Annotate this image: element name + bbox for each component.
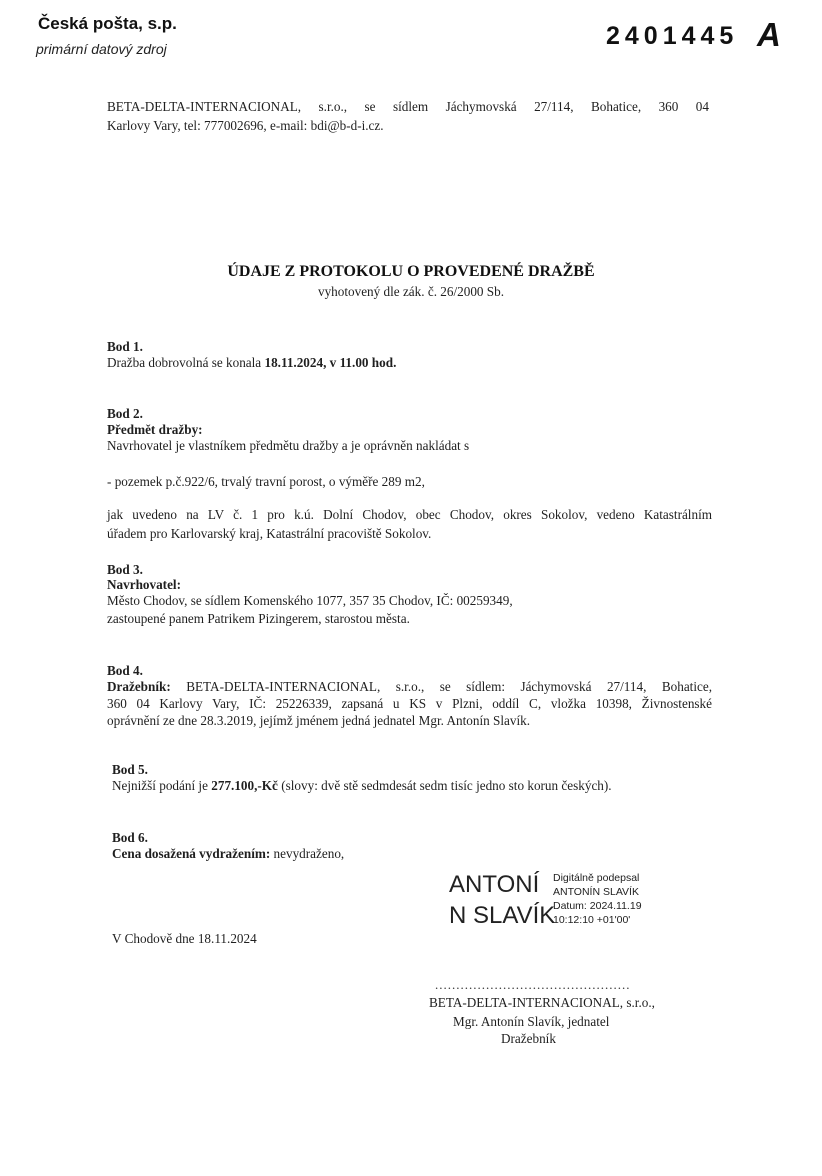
sender-source: primární datový zdroj bbox=[36, 41, 167, 57]
bod5-heading: Bod 5. bbox=[112, 762, 148, 777]
bod6-value: nevydraženo, bbox=[270, 846, 345, 861]
digital-signature-info bbox=[553, 871, 642, 927]
bod1-text-prefix: Dražba dobrovolná se konala bbox=[107, 355, 265, 370]
bod4-label: Dražebník: bbox=[107, 679, 171, 694]
bod4-line1-rest: BETA-DELTA-INTERNACIONAL, s.r.o., se sídlem: Jáchymovská 27/114, Bohatice, bbox=[186, 679, 712, 694]
bod5-text-suffix: (slovy: dvě stě sedmdesát sedm tisíc jedno sto korun českých). bbox=[277, 778, 612, 793]
document-subtitle: vyhotovený dle zák. č. 26/2000 Sb. bbox=[317, 284, 505, 299]
letterhead-line2: Karlovy Vary, tel: 777002696, e-mail: bdi@b-d-i.cz. bbox=[107, 118, 384, 133]
bod2-line2: jak uvedeno na LV č. 1 pro k.ú. Dolní Chodov, obec Chodov, okres Sokolov, vedeno Katastrálním bbox=[107, 507, 712, 522]
bod3-line1: Město Chodov, se sídlem Komenského 1077, 357 35 Chodov, IČ: 00259349, bbox=[107, 593, 513, 608]
signature-info-line3: Datum: 2024.11.19 bbox=[553, 900, 642, 912]
digital-signature-name bbox=[449, 869, 555, 931]
bod5-text-prefix: Nejnižší podání je bbox=[112, 778, 212, 793]
bod6-heading: Bod 6. bbox=[112, 830, 148, 845]
signature-name-line1: ANTONÍ bbox=[449, 871, 540, 898]
bod2-heading: Bod 2. bbox=[107, 406, 143, 421]
bod3-line2: zastoupené panem Patrikem Pizingerem, starostou města. bbox=[107, 611, 410, 626]
signature-info-line1: Digitálně podepsal bbox=[553, 872, 640, 884]
bod2-line3: úřadem pro Karlovarský kraj, Katastrální pracoviště Sokolov. bbox=[107, 526, 432, 541]
signature-info-line4: 10:12:10 +01'00' bbox=[553, 914, 631, 926]
place-date: V Chodově dne 18.11.2024 bbox=[112, 931, 257, 946]
bod3-subheading: Navrhovatel: bbox=[107, 577, 181, 592]
bod6-text bbox=[112, 844, 344, 863]
bod4-line3: oprávnění ze dne 28.3.2019, jejímž jménem jedná jednatel Mgr. Antonín Slavík. bbox=[107, 713, 531, 728]
signature-dotted-line: .............................................. bbox=[435, 977, 631, 992]
bod1-heading: Bod 1. bbox=[107, 339, 143, 354]
letterhead-line1: BETA-DELTA-INTERNACIONAL, s.r.o., se sídlem Jáchymovská 27/114, Bohatice, 360 04 bbox=[107, 99, 709, 114]
bod3-heading: Bod 3. bbox=[107, 562, 143, 577]
bod1-text bbox=[107, 353, 396, 372]
signature-block-role: Dražebník bbox=[501, 1031, 556, 1046]
sender-name: Česká pošta, s.p. bbox=[38, 14, 177, 33]
document-title: ÚDAJE Z PROTOKOLU O PROVEDENÉ DRAŽBĚ bbox=[227, 263, 595, 280]
signature-block-company: BETA-DELTA-INTERNACIONAL, s.r.o., bbox=[429, 995, 655, 1010]
signature-block-person: Mgr. Antonín Slavík, jednatel bbox=[453, 1014, 610, 1029]
bod4-heading: Bod 4. bbox=[107, 663, 143, 678]
bod2-item: - pozemek p.č.922/6, trvalý travní porost, o výměře 289 m2, bbox=[107, 474, 425, 489]
bod1-date: 18.11.2024, v 11.00 hod. bbox=[264, 355, 397, 370]
document-number-suffix: A bbox=[757, 16, 781, 53]
bod2-subheading: Předmět dražby: bbox=[107, 422, 203, 437]
bod4-line2: 360 04 Karlovy Vary, IČ: 25226339, zapsaná u KS v Plzni, oddíl C, vložka 10398, Živnostenské bbox=[107, 696, 712, 711]
signature-info-line2: ANTONÍN SLAVÍK bbox=[553, 886, 639, 898]
document-number: 2401445 bbox=[606, 22, 739, 50]
bod5-price: 277.100,-Kč bbox=[211, 778, 278, 793]
bod5-text bbox=[112, 776, 612, 795]
bod2-line1: Navrhovatel je vlastníkem předmětu dražby a je oprávněn nakládat s bbox=[107, 438, 470, 453]
signature-name-line2: N SLAVÍK bbox=[449, 902, 556, 929]
bod6-label: Cena dosažená vydražením: bbox=[112, 846, 271, 861]
